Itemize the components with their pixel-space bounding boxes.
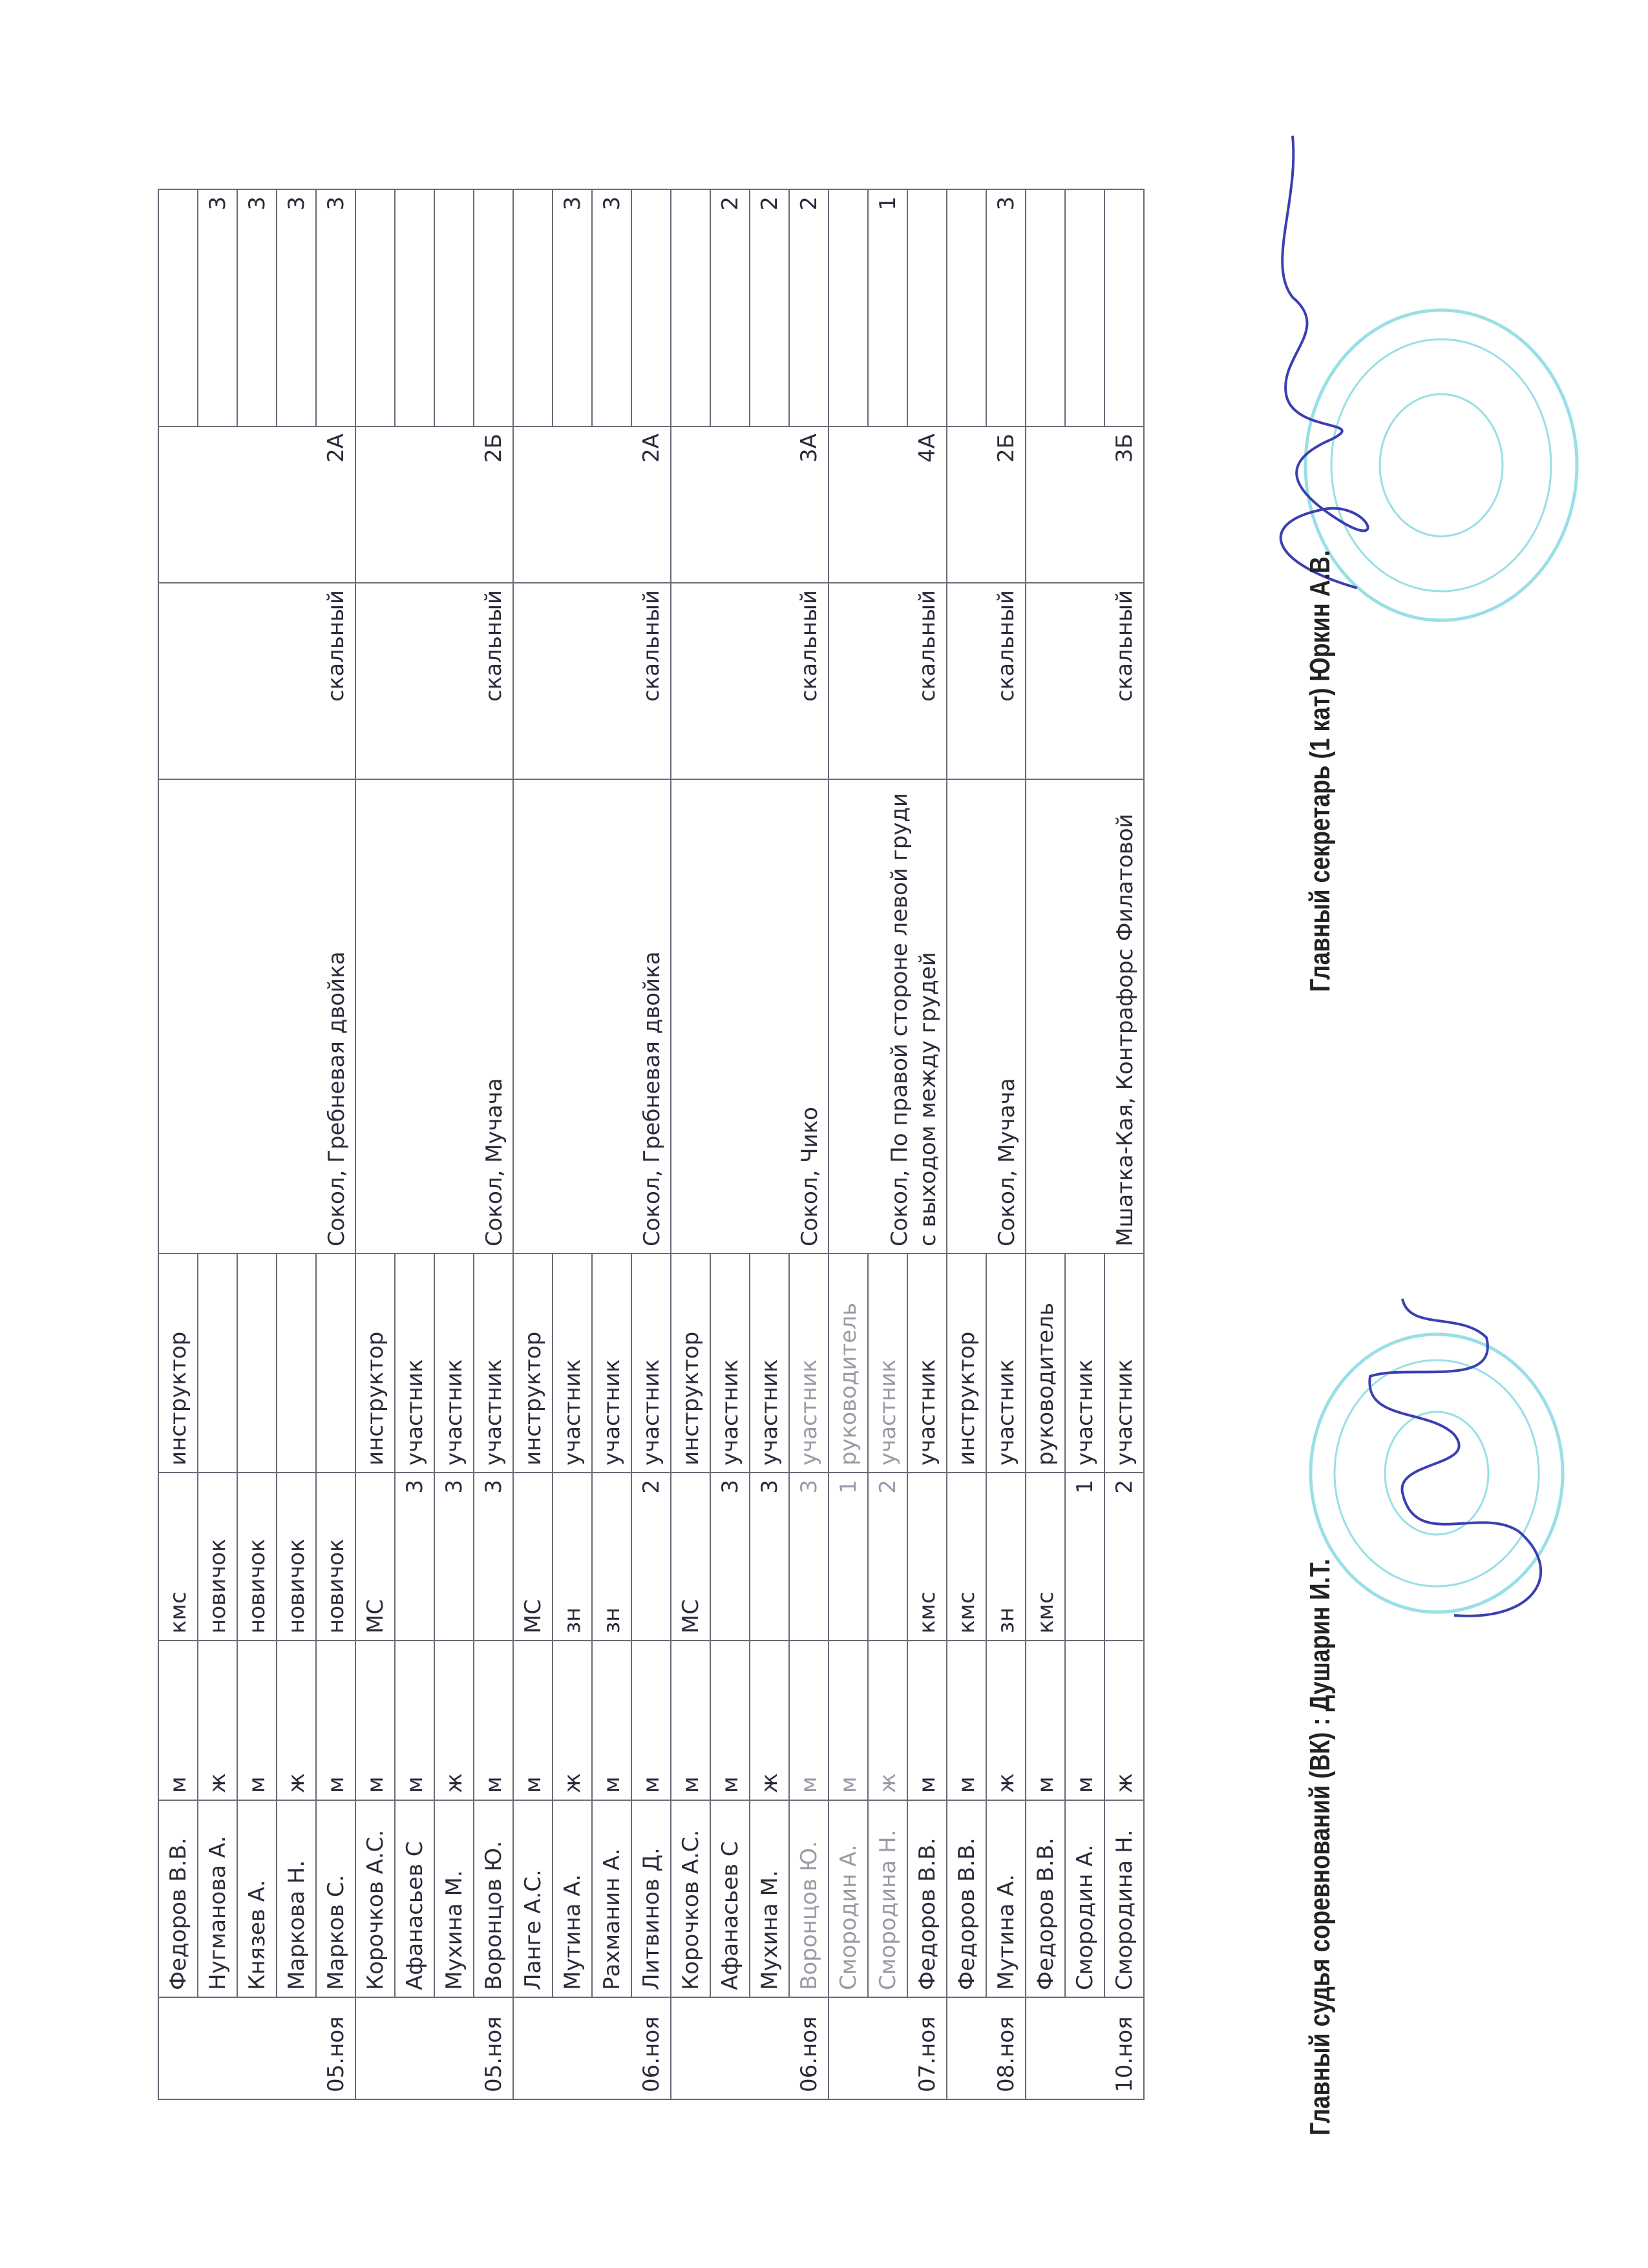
role-cell: инструктор [355,1254,395,1473]
gender-cell: м [947,1641,986,1800]
result-cell: 3 [277,189,316,426]
gender-cell: м [237,1641,277,1800]
category-cell: 4А [829,426,947,583]
category-cell: 2Б [355,426,513,583]
date-cell: 05.ноя [158,1997,355,2099]
result-cell: 2 [710,189,750,426]
route-cell: Сокол, Мучача [355,779,513,1254]
gender-cell: м [631,1641,671,1800]
route-cell: Сокол, Гребневая двойка [158,779,355,1254]
name-cell: Смородина Н. [868,1800,907,1997]
gender-cell: м [513,1641,553,1800]
gender-cell: ж [434,1641,474,1800]
rank-cell: 3 [710,1473,750,1641]
name-cell: Маркова Н. [277,1800,316,1997]
category-cell: 3А [671,426,829,583]
role-cell: участник [986,1254,1026,1473]
result-cell: 3 [592,189,631,426]
rank-cell: 3 [434,1473,474,1641]
result-cell: 3 [316,189,355,426]
route-cell: Сокол, Гребневая двойка [513,779,671,1254]
role-cell: участник [474,1254,513,1473]
rank-cell: зн [592,1473,631,1641]
type-cell: скальный [947,583,1026,779]
name-cell: Ланге А.С. [513,1800,553,1997]
name-cell: Федоров В.В. [158,1800,198,1997]
rank-cell: МС [513,1473,553,1641]
gender-cell: м [158,1641,198,1800]
role-cell: участник [395,1254,434,1473]
gender-cell: м [316,1641,355,1800]
signature-chief-judge [1369,1299,1541,1616]
name-cell: Смородин А. [1065,1800,1104,1997]
gender-cell: м [829,1641,868,1800]
name-cell: Мухина М. [750,1800,789,1997]
name-cell: Рахманин А. [592,1800,631,1997]
rank-cell: 3 [750,1473,789,1641]
result-cell: 3 [986,189,1026,426]
chief-judge-signature-line: Главный судья соревнований (ВК) : Душарин И.Т. [1304,1559,1336,2136]
signature-chief-secretary [1281,136,1368,588]
gender-cell: ж [553,1641,592,1800]
gender-cell: м [671,1641,710,1800]
date-cell: 08.ноя [947,1997,1026,2099]
gender-cell: м [1065,1641,1104,1800]
name-cell: Смородина Н. [1104,1800,1144,1997]
name-cell: Афанасьев С [710,1800,750,1997]
gender-cell: ж [868,1641,907,1800]
role-cell: инструктор [513,1254,553,1473]
role-cell: руководитель [1026,1254,1065,1473]
role-cell: участник [592,1254,631,1473]
stamp-left [1311,1334,1563,1612]
name-cell: Федоров В.В. [907,1800,947,1997]
type-cell: скальный [355,583,513,779]
rank-cell: 3 [474,1473,513,1641]
type-cell: скальный [829,583,947,779]
role-cell: инструктор [158,1254,198,1473]
name-cell: Нугманова А. [198,1800,237,1997]
type-cell: скальный [513,583,671,779]
rank-cell: МС [671,1473,710,1641]
rank-cell: 3 [395,1473,434,1641]
role-cell: участник [789,1254,829,1473]
name-cell: Воронцов Ю. [789,1800,829,1997]
rank-cell: новичок [316,1473,355,1641]
stamp-right [1305,310,1577,620]
rank-cell: зн [986,1473,1026,1641]
gender-cell: м [474,1641,513,1800]
gender-cell: м [907,1641,947,1800]
rank-cell: новичок [237,1473,277,1641]
role-cell: участник [553,1254,592,1473]
rank-cell: МС [355,1473,395,1641]
rank-cell: зн [553,1473,592,1641]
name-cell: Смородин А. [829,1800,868,1997]
result-cell: 1 [868,189,907,426]
role-cell: участник [631,1254,671,1473]
route-cell: Сокол, По правой стороне левой груди с выходом между грудей [829,779,947,1254]
result-cell: 3 [198,189,237,426]
type-cell: скальный [158,583,355,779]
rank-cell: 2 [1104,1473,1144,1641]
date-cell: 10.ноя [1026,1997,1144,2099]
role-cell: участник [868,1254,907,1473]
rank-cell: кмс [1026,1473,1065,1641]
name-cell: Мухина М. [434,1800,474,1997]
role-cell: участник [710,1254,750,1473]
name-cell: Федоров В.В. [1026,1800,1065,1997]
rank-cell: 1 [1065,1473,1104,1641]
rank-cell: новичок [198,1473,237,1641]
rank-cell: 1 [829,1473,868,1641]
gender-cell: ж [1104,1641,1144,1800]
category-cell: 2А [158,426,355,583]
gender-cell: ж [198,1641,237,1800]
rank-cell: кмс [907,1473,947,1641]
type-cell: скальный [671,583,829,779]
rank-cell: кмс [158,1473,198,1641]
route-cell: Сокол, Мучача [947,779,1026,1254]
result-cell: 2 [750,189,789,426]
role-cell: участник [907,1254,947,1473]
role-cell: участник [1104,1254,1144,1473]
rank-cell: 3 [789,1473,829,1641]
rank-cell: 2 [631,1473,671,1641]
category-cell: 2Б [947,426,1026,583]
date-cell: 05.ноя [355,1997,513,2099]
date-cell: 06.ноя [513,1997,671,2099]
role-cell: участник [1065,1254,1104,1473]
result-cell: 3 [553,189,592,426]
gender-cell: ж [986,1641,1026,1800]
category-cell: 2А [513,426,671,583]
rank-cell: 2 [868,1473,907,1641]
name-cell: Федоров В.В. [947,1800,986,1997]
name-cell: Афанасьев С [395,1800,434,1997]
result-cell: 3 [237,189,277,426]
name-cell: Князев А. [237,1800,277,1997]
name-cell: Воронцов Ю. [474,1800,513,1997]
role-cell: инструктор [671,1254,710,1473]
name-cell: Марков С. [316,1800,355,1997]
route-cell: Сокол, Чико [671,779,829,1254]
name-cell: Корочков А.С. [671,1800,710,1997]
category-cell: 3Б [1026,426,1144,583]
chief-secretary-signature-line: Главный секретарь (1 кат) Юркин А.В. [1304,550,1336,992]
gender-cell: м [395,1641,434,1800]
date-cell: 06.ноя [671,1997,829,2099]
rank-cell: кмс [947,1473,986,1641]
rank-cell: новичок [277,1473,316,1641]
name-cell: Мутина А. [986,1800,1026,1997]
gender-cell: м [1026,1641,1065,1800]
date-cell: 07.ноя [829,1997,947,2099]
result-cell: 2 [789,189,829,426]
gender-cell: м [710,1641,750,1800]
gender-cell: м [789,1641,829,1800]
gender-cell: ж [277,1641,316,1800]
route-cell: Мшатка-Кая, Контрафорс Филатовой [1026,779,1144,1254]
gender-cell: м [592,1641,631,1800]
name-cell: Литвинов Д. [631,1800,671,1997]
role-cell: участник [750,1254,789,1473]
name-cell: Мутина А. [553,1800,592,1997]
role-cell: участник [434,1254,474,1473]
gender-cell: м [355,1641,395,1800]
gender-cell: ж [750,1641,789,1800]
name-cell: Корочков А.С. [355,1800,395,1997]
type-cell: скальный [1026,583,1144,779]
role-cell: инструктор [947,1254,986,1473]
role-cell: руководитель [829,1254,868,1473]
